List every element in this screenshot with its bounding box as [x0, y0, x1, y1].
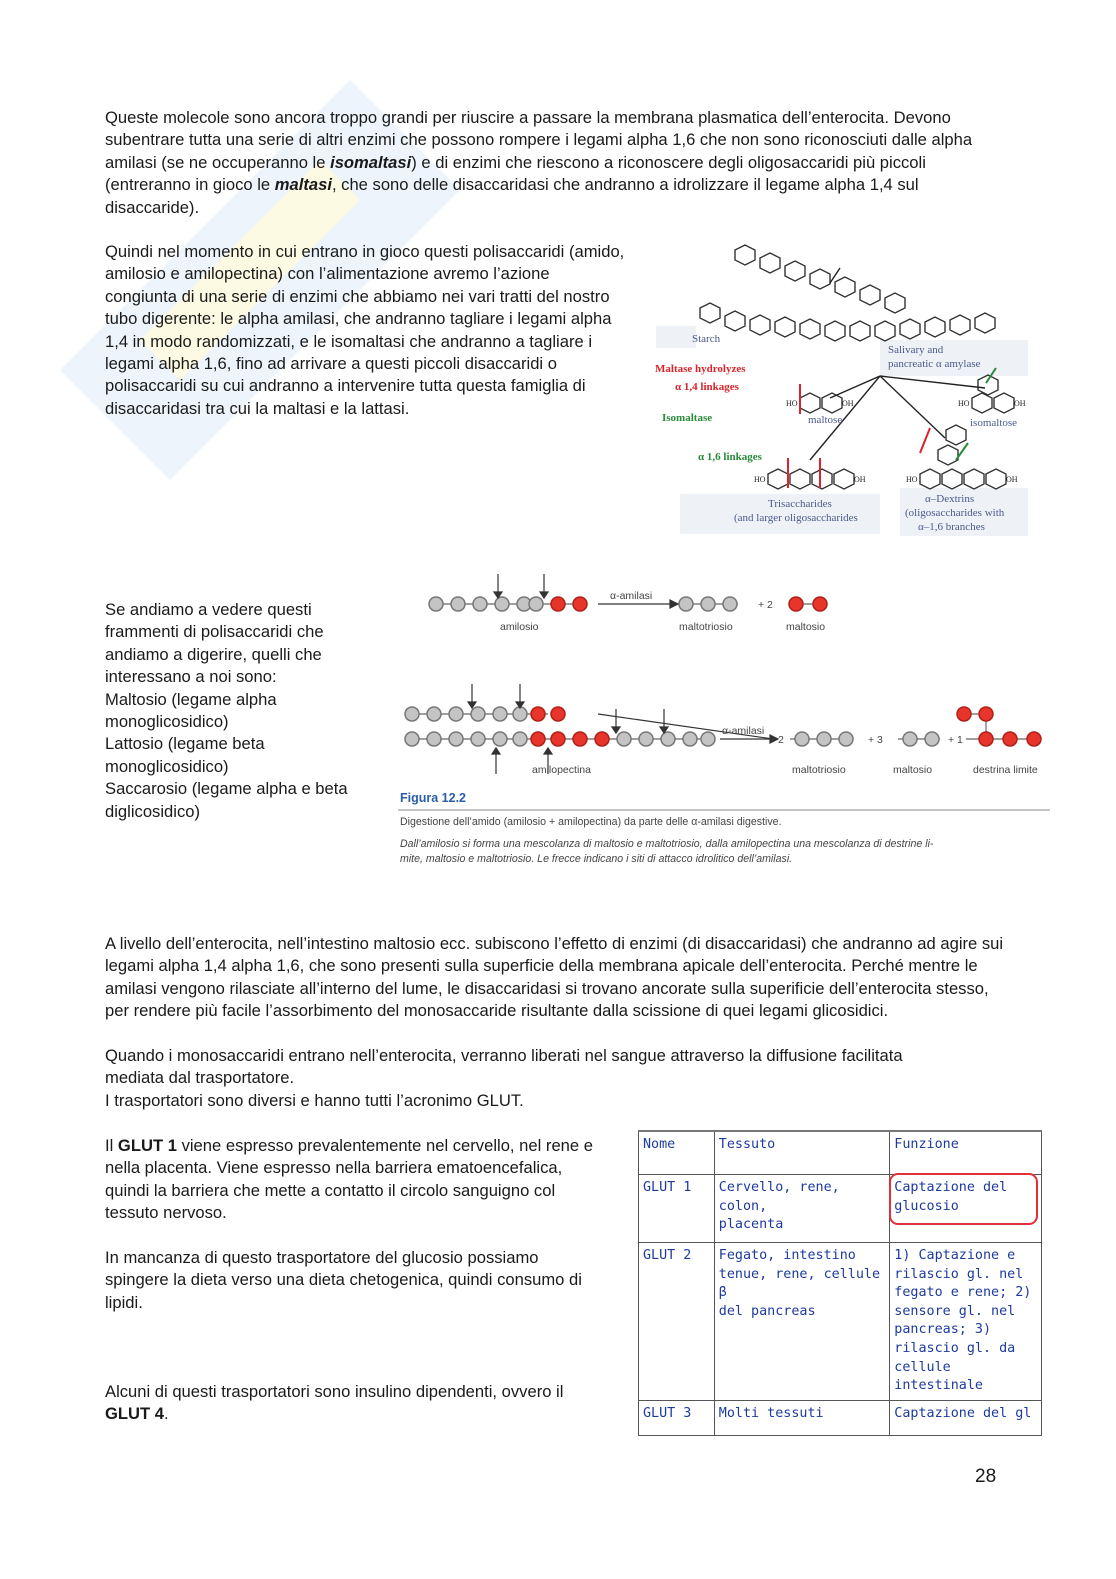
list-item: Saccarosio (legame alpha e beta diglicosidico) [105, 779, 348, 821]
label-maltosio-2: maltosio [893, 764, 933, 776]
highlight-box [889, 1173, 1038, 1225]
cell-name: GLUT 1 [639, 1175, 715, 1243]
figure-starch-digestion [650, 238, 1035, 538]
label-plus-1: + 1 [948, 734, 963, 746]
label-maltosio-1: maltosio [786, 621, 826, 633]
label-trisaccharides: Trisaccharides [768, 498, 832, 510]
svg-text:OH: OH [842, 399, 854, 408]
svg-text:HO: HO [786, 399, 798, 408]
table-header-row [639, 1131, 1042, 1175]
table-row [639, 1243, 1042, 1401]
paragraph-fragments [105, 599, 365, 823]
fragments-intro: Se andiamo a vedere questi frammenti di polisaccaridi che andiamo a digerire, quelli che interessano a noi sono: [105, 600, 324, 687]
term-glut1: GLUT 1 [117, 1136, 177, 1155]
figure-caption-3: mite, maltosio e maltotriosio. Le frecce indicano i siti di attacco idrolitico dell’amilasi. [400, 853, 793, 865]
label-a14: α 1,4 linkages [675, 381, 739, 393]
term-maltasi: maltasi [274, 175, 332, 195]
label-branches: α–1,6 branches [918, 521, 985, 533]
term-isomaltasi: isomaltasi [330, 152, 412, 172]
cell-tissue: Molti tessuti [714, 1400, 889, 1435]
label-isomaltose: isomaltose [970, 417, 1018, 429]
cell-tissue: Fegato, intestino tenue, rene, cellule β del pancreas [714, 1243, 889, 1401]
label-two: 2 [778, 734, 784, 746]
label-alpha-amilasi-1: α-amilasi [610, 590, 653, 602]
paragraph-intro: Queste molecole sono ancora troppo grandi per riuscire a passare la membrana plasmatica dell’enterocita. Devono subentrare tutta una serie di altri enzimi che possono rompere i legami alpha 1,6 che non sono riconosciuti dalle alpha amilasi (se ne occuperanno le isomaltasi) e di enzimi che riescono a riconoscere degli oligosaccaridi più piccoli (entreranno in gioco le maltasi, che sono delle disaccaridasi che andranno a idrolizzare il legame alpha 1,4 sul disaccaride). [105, 108, 973, 217]
label-dextrins: α–Dextrins [925, 493, 975, 505]
list-item: Lattosio (legame beta monoglicosidico) [105, 734, 265, 776]
paragraph-chetogenica: In mancanza di questo trasportatore del glucosio possiamo spingere la dieta verso una dieta chetogenica, quindi consumo di lipidi. [105, 1248, 582, 1312]
term-glut4: GLUT 4 [105, 1404, 165, 1424]
label-alpha-amilasi-2: α-amilasi [722, 725, 765, 737]
figure-amylase-digestion [398, 566, 1056, 874]
label-isomaltase: Isomaltase [662, 412, 713, 424]
figure-title: Figura 12.2 [400, 791, 466, 805]
cell-name: GLUT 2 [639, 1243, 715, 1401]
header-funzione: Funzione [890, 1131, 1042, 1175]
svg-text:HO: HO [754, 475, 766, 484]
svg-text:OH: OH [1006, 475, 1018, 484]
svg-text:HO: HO [958, 399, 970, 408]
label-plus-3: + 3 [868, 734, 883, 746]
page-number: 28 [975, 1466, 997, 1487]
cell-name: GLUT 3 [639, 1400, 715, 1435]
paragraph-enzymes: Quindi nel momento in cui entrano in gioco questi polisaccaridi (amido, amilosio e amilopectina) con l’alimentazione avremo l’azione congiunta di una serie di enzimi che abbiamo nei vari tratti del nostro tubo digerente: le alpha amilasi, che andranno tagliare i legami alpha 1,4 in modo randomizzati, e le isomaltasi che andranno a tagliare i legami alpha 1,6, fino ad arrivare a questi piccoli disaccaridi o polisaccaridi su cui andranno a intervenire tutta questa famiglia di disaccaridasi tra cui la maltasi e la lattasi. [105, 242, 625, 418]
cell-function: 1) Captazione e rilascio gl. nel fegato e rene; 2) sensore gl. nel pancreas; 3) rilascio gl. da cellule intestinale [890, 1243, 1042, 1401]
svg-text:HO: HO [906, 475, 918, 484]
label-larger-oligo: (and larger oligosaccharides [734, 512, 858, 524]
label-destrina-limite: destrina limite [973, 764, 1038, 776]
paragraph-enterocita: A livello dell’enterocita, nell’intestino maltosio ecc. subiscono l’effetto di enzimi (di disaccaridasi) che andranno ad agire sui legami alpha 1,4 alpha 1,6, che sono presenti sulla superficie della membrana apicale dell’enterocita. Perché mentre le amilasi vengono rilasciate all’interno del lume, le disaccaridasi si trovano ancorate sulla superificie dell’enterocita stesso, per rendere più facile l’assorbimento del monosaccaride risultante dalla scissione di quei legami glicosidici. [105, 934, 1004, 1021]
header-nome: Nome [639, 1131, 715, 1175]
label-maltotriosio-1: maltotriosio [679, 621, 733, 633]
cell-tissue: Cervello, rene, colon, placenta [714, 1175, 889, 1243]
figure-caption-1: Digestione dell’amido (amilosio + amilopectina) da parte delle α-amilasi digestive. [400, 816, 782, 828]
paragraph-glut-acronym: I trasportatori sono diversi e hanno tutti l’acronimo GLUT. [105, 1091, 524, 1110]
label-amilosio: amilosio [500, 621, 539, 633]
label-salivary: Salivary and [888, 344, 944, 356]
label-pancreatic: pancreatic α amylase [888, 358, 981, 370]
figure-caption-2: Dall’amilosio si forma una mescolanza di maltosio e maltotriosio, dalla amilopectina una mescolanza di destrine li- [400, 838, 934, 850]
table-row [639, 1400, 1042, 1435]
paragraph-monosaccaridi: Quando i monosaccaridi entrano nell’enterocita, verranno liberati nel sangue attraverso la diffusione facilitata mediata dal trasportatore. [105, 1046, 903, 1088]
label-plus-2: + 2 [758, 599, 773, 611]
label-oligo-with: (oligosaccharides with [905, 507, 1005, 519]
label-maltotriosio-2: maltotriosio [792, 764, 846, 776]
label-amilopectina: amilopectina [532, 764, 591, 776]
label-a16: α 1,6 linkages [698, 451, 762, 463]
label-starch: Starch [692, 333, 721, 345]
svg-text:OH: OH [854, 475, 866, 484]
label-maltase: Maltase hydrolyzes [655, 363, 746, 375]
svg-text:OH: OH [1014, 399, 1026, 408]
label-maltose: maltose [808, 414, 843, 426]
header-tessuto: Tessuto [714, 1131, 889, 1175]
cell-function: Captazione del glucosio [890, 1175, 1042, 1243]
paragraph-insulino: Alcuni di questi trasportatori sono insulino dipendenti, ovvero il GLUT 4. [105, 1382, 564, 1424]
cell-function: Captazione del gl [890, 1400, 1042, 1435]
paragraph-glut1: Il GLUT 1 viene espresso prevalentemente nel cervello, nel rene e nella placenta. Viene espresso nella barriera ematoencefalica, quindi la barriera che mette a contatto il circolo sanguigno col tessuto nervoso. [105, 1136, 593, 1223]
list-item: Maltosio (legame alpha monoglicosidico) [105, 689, 277, 732]
